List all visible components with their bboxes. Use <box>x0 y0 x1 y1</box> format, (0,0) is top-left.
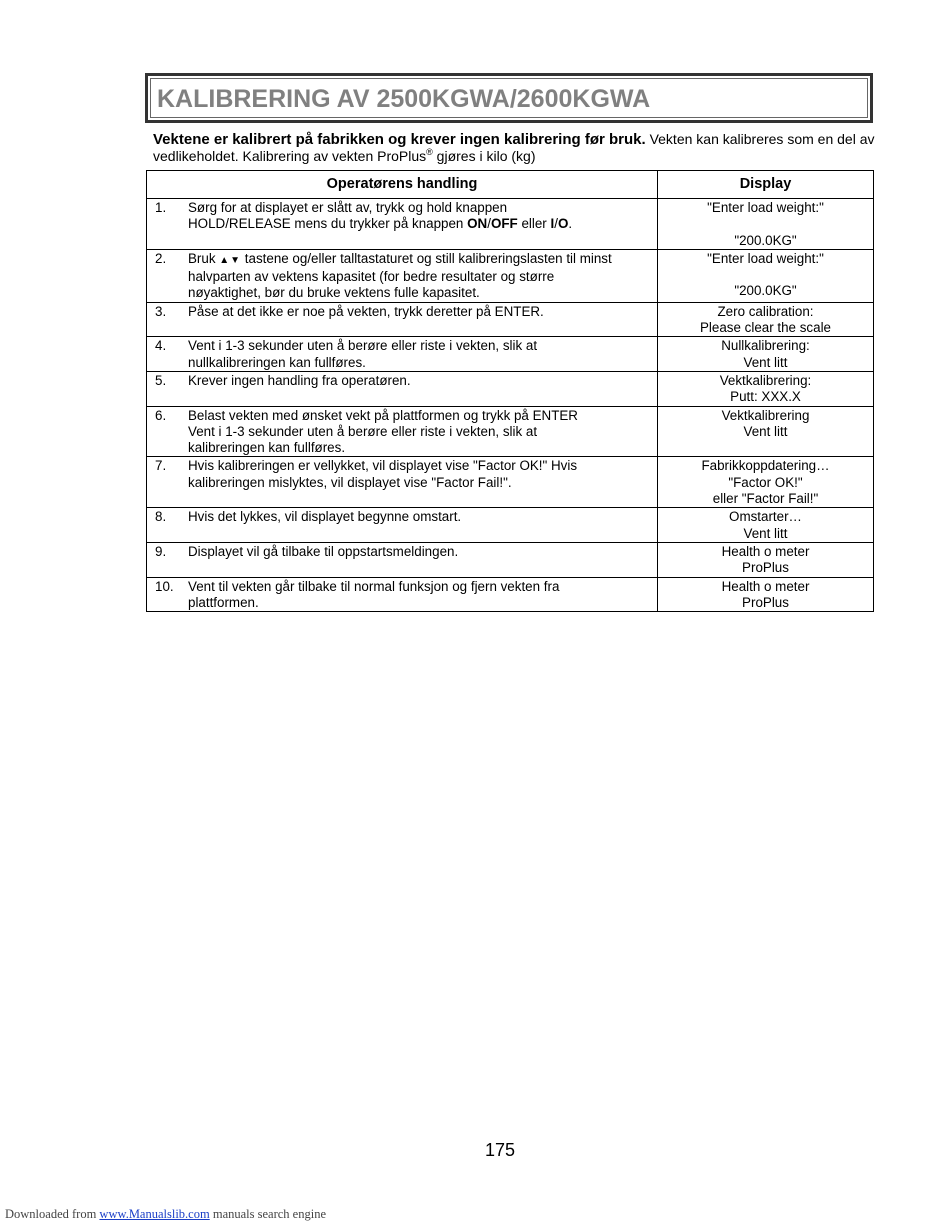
action-cell <box>147 302 658 337</box>
table-row <box>147 249 874 302</box>
step-line: Krever ingen handling fra operatøren. <box>188 372 411 388</box>
display-line: eller "Factor Fail!" <box>712 491 819 507</box>
display-cell <box>658 457 874 508</box>
table-row <box>147 337 874 372</box>
display-cell <box>658 577 874 612</box>
action-cell <box>147 577 658 612</box>
action-cell <box>147 508 658 543</box>
step-line: tastene og/eller talltastaturet og still kalibreringslasten til minst <box>241 250 612 266</box>
display-line: Vektkalibrering: <box>719 372 812 388</box>
display-cell <box>658 508 874 543</box>
display-line: "200.0KG" <box>734 283 797 299</box>
display-line: Health o meter <box>721 578 810 594</box>
page-title: KALIBRERING AV 2500KGWA/2600KGWA <box>157 85 651 113</box>
display-line: Vent litt <box>743 354 788 370</box>
step-line: nullkalibreringen kan fullføres. <box>188 354 366 370</box>
calibration-table <box>146 170 874 612</box>
slash: / <box>487 216 491 232</box>
display-line: Vent litt <box>743 525 788 541</box>
action-cell <box>147 542 658 577</box>
up-down-arrow-icon: ▲▼ <box>219 254 242 266</box>
step-line: Vent i 1-3 sekunder uten å berøre eller riste i vekten, slik at <box>188 423 538 439</box>
step-number: 2. <box>155 250 167 266</box>
display-line: Health o meter <box>721 543 810 559</box>
title-box <box>145 73 873 123</box>
slash: / <box>554 216 558 232</box>
footer-prefix: Downloaded from <box>5 1207 100 1221</box>
i-key-label: I <box>550 216 555 232</box>
intro-paragraph <box>153 131 903 165</box>
footer <box>5 1207 326 1222</box>
step-number: 9. <box>155 543 167 559</box>
table-row <box>147 457 874 508</box>
display-line: "Factor OK!" <box>728 474 803 490</box>
display-line: "Enter load weight:" <box>707 250 824 266</box>
o-key-label: O <box>557 216 569 232</box>
step-text <box>188 544 657 560</box>
display-cell <box>658 302 874 337</box>
table-row <box>147 199 874 250</box>
page-number: 175 <box>484 1140 516 1160</box>
step-text <box>188 509 657 525</box>
step-number: 6. <box>155 407 167 423</box>
step-text <box>188 304 657 320</box>
table-row <box>147 542 874 577</box>
step-number: 7. <box>155 458 167 474</box>
table-row <box>147 577 874 612</box>
action-cell <box>147 406 658 457</box>
action-cell <box>147 337 658 372</box>
step-text <box>188 458 657 491</box>
step-text <box>188 338 657 371</box>
step-text <box>188 373 657 389</box>
header-action: Operatørens handling <box>147 171 658 199</box>
display-cell <box>658 337 874 372</box>
display-line: Fabrikkoppdatering… <box>701 458 830 474</box>
step-line: nøyaktighet, bør du bruke vektens fulle kapasitet. <box>188 285 480 301</box>
step-number: 10. <box>155 578 174 594</box>
step-line: kalibreringen mislyktes, vil displayet vise "Factor Fail!". <box>188 474 512 490</box>
step-number: 5. <box>155 372 167 388</box>
step-connector: eller <box>517 216 551 232</box>
step-line: Påse at det ikke er noe på vekten, trykk deretter på ENTER. <box>188 303 544 319</box>
display-line: Omstarter… <box>729 509 802 525</box>
action-cell <box>147 457 658 508</box>
table-header-row <box>147 171 874 199</box>
display-line: ProPlus <box>742 560 789 576</box>
step-line: Hvis det lykkes, vil displayet begynne omstart. <box>188 509 462 525</box>
intro-text-2: gjøres i kilo (kg) <box>432 148 536 164</box>
display-line <box>658 216 873 232</box>
step-text <box>188 251 657 302</box>
action-cell <box>147 249 658 302</box>
display-cell <box>658 542 874 577</box>
display-line: Please clear the scale <box>699 320 831 336</box>
display-line: "Enter load weight:" <box>707 200 824 215</box>
intro-bold: Vektene er kalibrert på fabrikken og krever ingen kalibrering før bruk. <box>153 131 646 148</box>
display-cell <box>658 371 874 406</box>
off-key-label: OFF <box>490 216 518 232</box>
display-line: Vent litt <box>743 423 788 439</box>
step-text <box>188 579 657 612</box>
action-cell <box>147 371 658 406</box>
step-line: HOLD/RELEASE mens du trykker på knappen <box>188 216 468 232</box>
step-line: Sørg for at displayet er slått av, trykk og hold knappen <box>188 200 508 215</box>
step-text <box>188 200 657 233</box>
step-line: Vent til vekten går tilbake til normal funksjon og fjern vekten fra <box>188 578 560 594</box>
registered-mark: ® <box>426 147 433 157</box>
display-cell <box>658 249 874 302</box>
period: . <box>568 216 573 232</box>
step-line: Displayet vil gå tilbake til oppstartsmeldingen. <box>188 543 459 559</box>
display-line: Zero calibration: <box>717 303 814 319</box>
step-text <box>188 408 657 457</box>
step-number: 1. <box>155 200 167 215</box>
footer-suffix: manuals search engine <box>209 1207 326 1221</box>
step-line: Vent i 1-3 sekunder uten å berøre eller riste i vekten, slik at <box>188 338 538 354</box>
table-row <box>147 302 874 337</box>
manualslib-link[interactable]: www.Manualslib.com <box>99 1207 210 1221</box>
step-line: Bruk <box>188 250 220 266</box>
table-row <box>147 406 874 457</box>
intro-text-1: Vekten kan kalibreres som en del av vedlikeholdet. Kalibrering av vekten ProPlus <box>153 131 875 164</box>
display-cell <box>658 199 874 250</box>
step-line: Hvis kalibreringen er vellykket, vil displayet vise "Factor OK!" Hvis <box>188 458 578 474</box>
step-line: plattformen. <box>188 594 259 610</box>
step-number: 3. <box>155 303 167 319</box>
step-number: 4. <box>155 338 167 354</box>
display-line <box>658 267 873 283</box>
action-cell <box>147 199 658 250</box>
display-line: Putt: XXX.X <box>730 389 801 405</box>
display-cell <box>658 406 874 457</box>
step-line: Belast vekten med ønsket vekt på plattformen og trykk på ENTER <box>188 407 578 423</box>
step-line: kalibreringen kan fullføres. <box>188 440 346 456</box>
display-line: Vektkalibrering <box>721 407 810 423</box>
header-display: Display <box>658 171 874 199</box>
table-row <box>147 508 874 543</box>
display-line: "200.0KG" <box>734 232 797 248</box>
display-line: Nullkalibrering: <box>721 338 810 354</box>
step-line: halvparten av vektens kapasitet (for bedre resultater og større <box>188 269 555 285</box>
step-number: 8. <box>155 509 167 525</box>
display-line: ProPlus <box>742 594 789 610</box>
table-row <box>147 371 874 406</box>
on-key-label: ON <box>467 216 488 232</box>
